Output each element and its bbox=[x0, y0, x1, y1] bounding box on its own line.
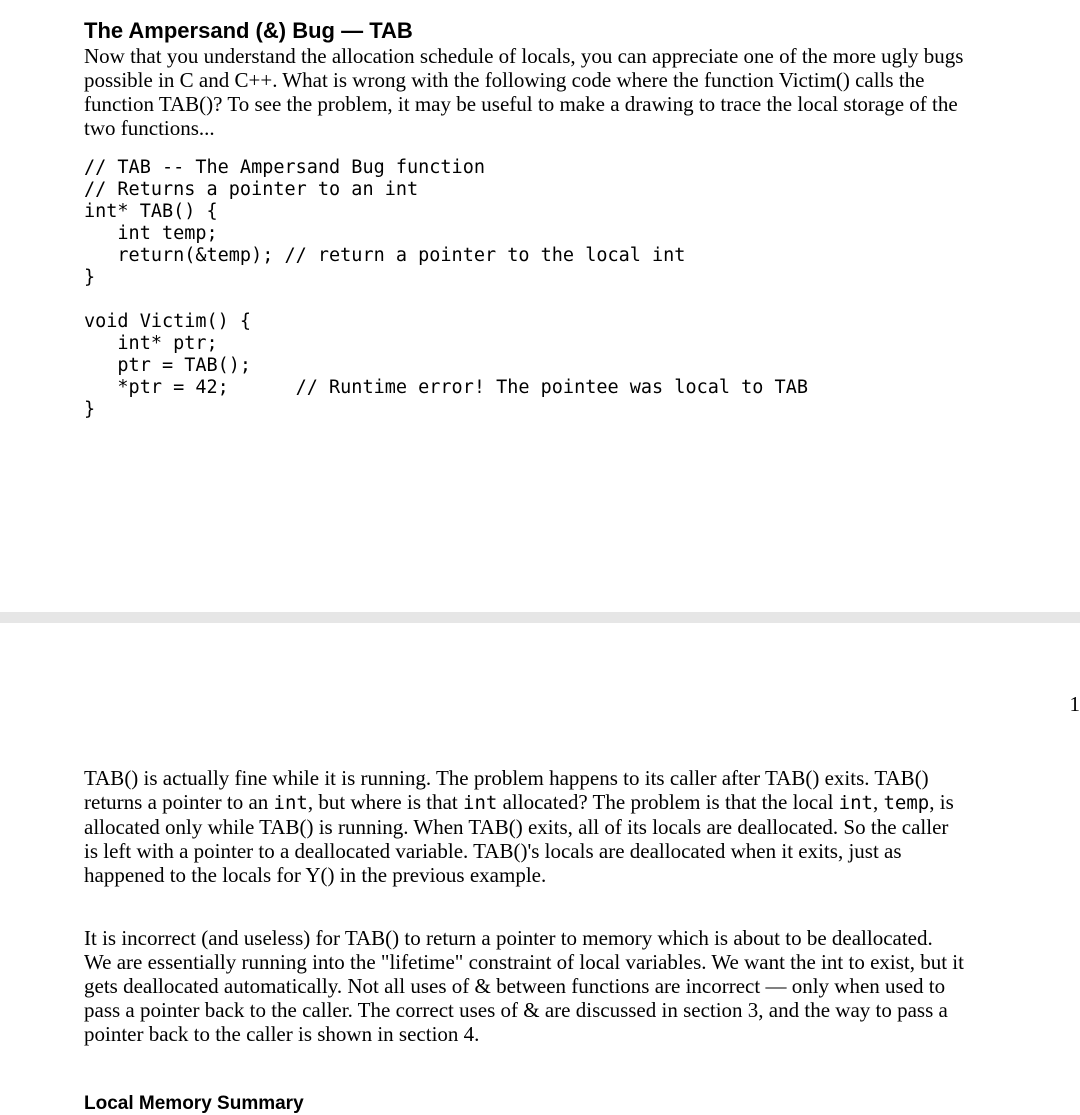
next-section-heading: Local Memory Summary bbox=[84, 1093, 304, 1115]
inline-code: int bbox=[463, 792, 497, 814]
code-line: void Victim() { bbox=[84, 311, 251, 332]
explanation-paragraph-2: It is incorrect (and useless) for TAB() to return a pointer to memory which is about to be deallocated. We are essentially running into the "lifetime" constraint of local variables. We want the int to exist, but it gets deallocated automatically. Not all uses of & between functions are incorrect — only when used to pass a pointer back to the caller. The correct uses of & are discussed in section 3, and the way to pass a pointer back to the caller is shown in section 4. bbox=[84, 926, 964, 1046]
code-line: } bbox=[84, 267, 95, 288]
code-line: *ptr = 42; // Runtime error! The pointee was local to TAB bbox=[84, 377, 808, 398]
code-line: } bbox=[84, 399, 95, 420]
text-run: allocated? The problem is that the local bbox=[497, 790, 838, 814]
explanation-paragraph-1 bbox=[84, 766, 964, 887]
inline-code: int bbox=[274, 792, 308, 814]
intro-paragraph: Now that you understand the allocation schedule of locals, you can appreciate one of the more ugly bugs possible in C and C++. What is wrong with the following code where the function Victim() calls the function TAB()? To see the problem, it may be useful to make a drawing to trace the local storage of the two functions... bbox=[84, 44, 964, 140]
text-run: , is allocated only while TAB() is running. When TAB() exits, all of its locals are deallocated. So the caller is left with a pointer to a deallocated variable. TAB()'s locals are deallocated when it exits, just as happened to the locals for Y() in the previous example. bbox=[84, 790, 954, 887]
section-title: The Ampersand (&) Bug — TAB bbox=[84, 19, 413, 43]
code-line: return(&temp); // return a pointer to the local int bbox=[84, 245, 685, 266]
code-line: ptr = TAB(); bbox=[84, 355, 251, 376]
code-line: // TAB -- The Ampersand Bug function bbox=[84, 157, 485, 178]
inline-code: temp bbox=[883, 792, 929, 814]
inline-code: int bbox=[839, 792, 873, 814]
code-line: int temp; bbox=[84, 223, 218, 244]
text-run: , bbox=[873, 790, 884, 814]
text-run: , but where is that bbox=[308, 790, 463, 814]
page-number: 1 bbox=[1070, 692, 1080, 717]
code-block bbox=[84, 157, 808, 421]
code-line: int* TAB() { bbox=[84, 201, 218, 222]
page-separator bbox=[0, 612, 1080, 623]
code-line: // Returns a pointer to an int bbox=[84, 179, 418, 200]
text-run: TAB() is actually fine while it is running. The problem happens to its caller after TAB() exits. TAB() returns a pointer to an bbox=[84, 766, 929, 814]
code-line: int* ptr; bbox=[84, 333, 218, 354]
